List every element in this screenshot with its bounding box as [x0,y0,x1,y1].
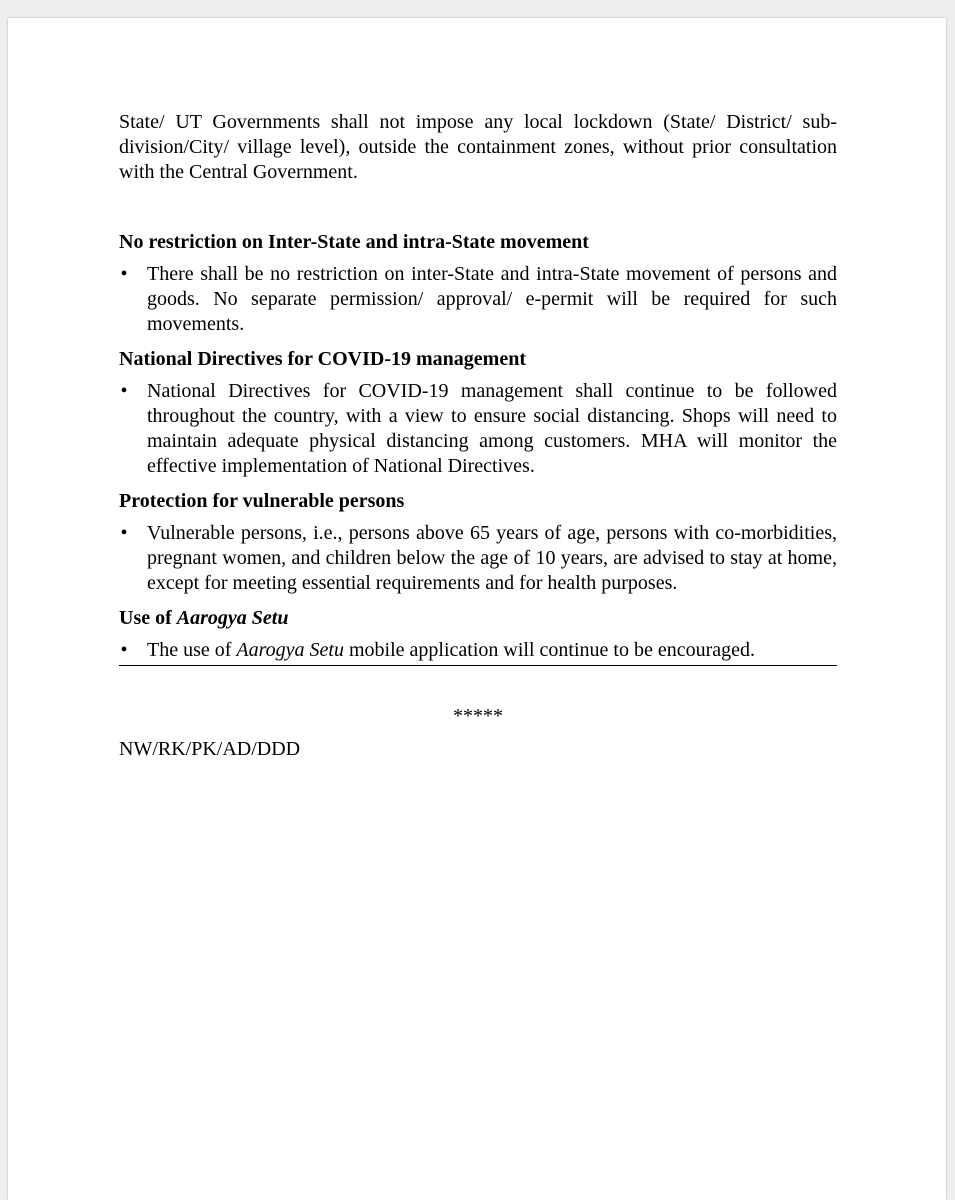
bullet-text-italic: Aarogya Setu [236,639,344,661]
bullet-icon: • [120,639,128,661]
heading-italic: Aarogya Setu [176,607,289,629]
document-page [8,18,946,1200]
bullet-text: Vulnerable persons, i.e., persons above 65 years of age, persons with co-morbidities, pregnant women, and children below the age of 10 years, are advised to stay at home, except for meeting essential requirements and for health purposes. [147,522,837,594]
bullet-text: There shall be no restriction on inter-State and intra-State movement of persons and goods. No separate permission/ approval/ e-permit will be required for such movements. [147,263,837,335]
intro-paragraph: State/ UT Governments shall not impose any local lockdown (State/ District/ sub-division/City/ village level), outside the containment zones, without prior consultation with the Central Government. [119,111,837,183]
reference-code: NW/RK/PK/AD/DDD [119,738,301,760]
bullet-item-movement [119,262,837,337]
bullet-text-suffix: mobile application will continue to be encouraged. [344,639,755,661]
document-body [119,110,837,762]
heading-prefix: Use of [119,607,177,629]
section-heading-national-directives: National Directives for COVID-19 management [119,348,526,370]
section-heading-aarogya-setu [119,606,837,631]
section-heading-movement: No restriction on Inter-State and intra-State movement [119,231,589,253]
section-separator: ***** [453,705,503,727]
bullet-icon: • [120,263,128,285]
bullet-text-prefix: The use of [147,639,237,661]
bullet-item-national-directives [119,379,837,479]
bullet-item-aarogya-setu [119,638,837,666]
section-heading-vulnerable-persons: Protection for vulnerable persons [119,490,405,512]
bullet-icon: • [120,522,128,544]
bullet-icon: • [120,380,128,402]
bullet-item-vulnerable-persons [119,521,837,596]
bullet-text: National Directives for COVID-19 management shall continue to be followed throughout the country, with a view to ensure social distancing. Shops will need to maintain adequate physical distancing among customers. MHA will monitor the effective implementation of National Directives. [147,380,837,477]
